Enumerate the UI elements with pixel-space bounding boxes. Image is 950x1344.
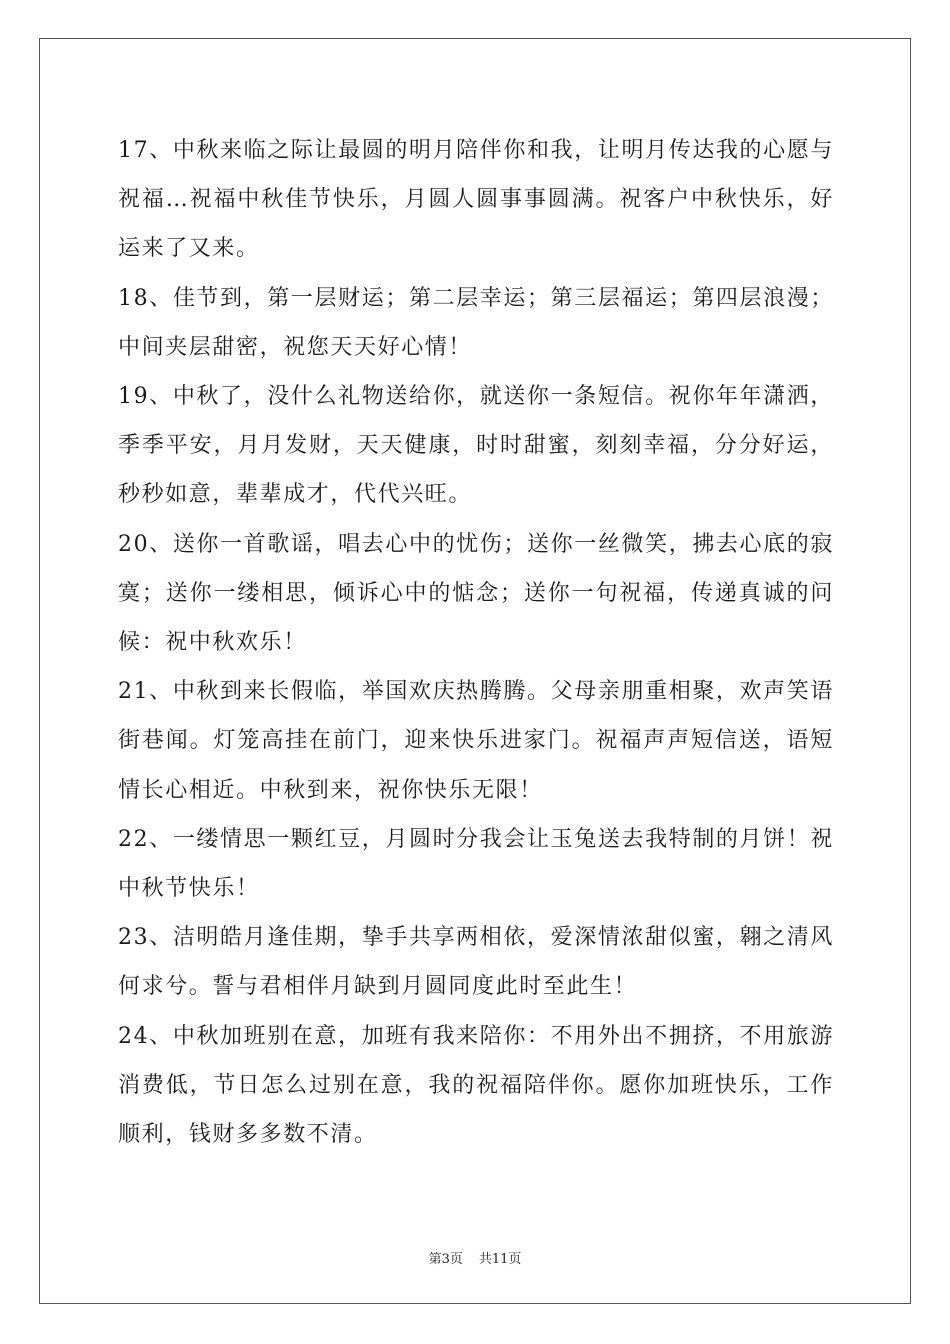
greeting-entry-21: 21、中秋到来长假临，举国欢庆热腾腾。父母亲朋重相聚，欢声笑语街巷闻。灯笼高挂在前门，迎来快乐进家门。祝福声声短信送，语短情长心相近。中秋到来，祝你快乐无限！ — [118, 679, 834, 803]
page-number: 第3页 — [428, 1252, 463, 1267]
greeting-entry-19: 19、中秋了，没什么礼物送给你，就送你一条短信。祝你年年潇洒，季季平安，月月发财，天天健康，时时甜蜜，刻刻幸福，分分好运，秒秒如意，辈辈成才，代代兴旺。 — [118, 384, 834, 508]
greeting-entry-23: 23、洁明皓月逢佳期，挚手共享两相依，爱深情浓甜似蜜，翱之清风何求兮。誓与君相伴月缺到月圆同度此时至此生！ — [118, 925, 834, 1000]
document-body — [118, 126, 834, 1159]
greeting-entry-18: 18、佳节到，第一层财运；第二层幸运；第三层福运；第四层浪漫；中间夹层甜密，祝您天天好心情！ — [118, 285, 834, 360]
greeting-entry-20: 20、送你一首歌谣，唱去心中的忧伤；送你一丝微笑，拂去心底的寂寞；送你一缕相思，倾诉心中的惦念；送你一句祝福，传递真诚的问候：祝中秋欢乐！ — [118, 531, 834, 656]
greeting-entry-17: 17、中秋来临之际让最圆的明月陪伴你和我，让明月传达我的心愿与祝福…祝福中秋佳节快乐，月圆人圆事事圆满。祝客户中秋快乐，好运来了又来。 — [118, 138, 834, 262]
greeting-entry-24: 24、中秋加班别在意，加班有我来陪你：不用外出不拥挤，不用旅游消费低，节日怎么过别在意，我的祝福陪伴你。愿你加班快乐，工作顺利，钱财多多数不清。 — [118, 1023, 834, 1148]
greeting-entry-22: 22、一缕情思一颗红豆，月圆时分我会让玉兔送去我特制的月饼！祝中秋节快乐！ — [118, 826, 834, 902]
page-footer — [0, 1248, 950, 1267]
page-total: 共11页 — [478, 1252, 522, 1267]
